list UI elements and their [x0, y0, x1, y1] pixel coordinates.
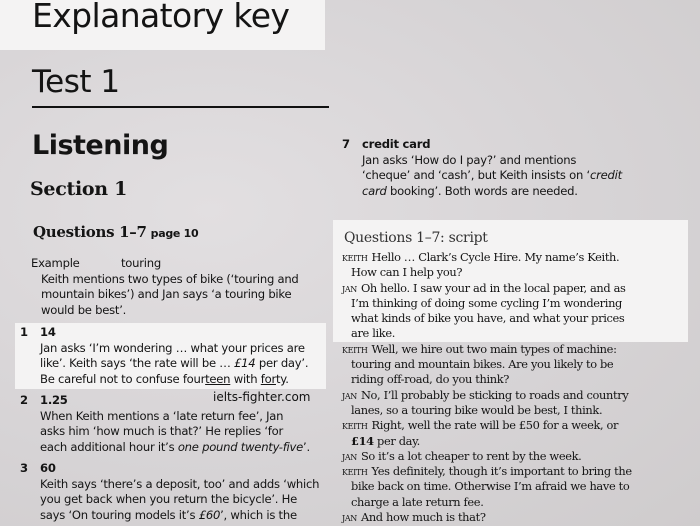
speaker-label: jan [342, 281, 357, 295]
example-header [31, 256, 321, 272]
script-transcript [342, 250, 642, 525]
test-title: Test 1 [32, 64, 120, 100]
page-title: Explanatory key [32, 0, 290, 35]
questions-heading [33, 223, 198, 241]
answer-key: 60 [40, 461, 56, 475]
speaker-label: jan [342, 388, 357, 402]
section-heading: Section 1 [30, 178, 127, 200]
example-explanation: Keith mentions two types of bike (‘touring and mountain bikes’) and Jan says ‘a touring bike would be best’. [41, 271, 299, 317]
answer-explanation: Keith says ‘there’s a deposit, too’ and adds ‘which you get back when you return the bicycle’. He says ‘On touring models it’s £60’, which is the [40, 476, 320, 522]
title-divider [32, 106, 329, 108]
script-title: Questions 1–7: script [344, 230, 488, 246]
script-line: jan Oh hello. I saw your ad in the local paper, and as I’m thinking of doing some cycling I’m wondering what kinds of bike you have, and what your prices are like. [342, 280, 626, 341]
answer-explanation: When Keith mentions a ‘late return fee’, Jan asks him ‘how much is that?’ He replies ‘for each additional hour it’s one pound twenty-five’. [40, 408, 310, 454]
question-number: 3 [20, 461, 28, 475]
example-label: Example [31, 256, 80, 270]
answer-key: 1.25 [40, 393, 68, 407]
script-line: keith Right, well the rate will be £50 for a week, or £14 per day. [342, 418, 619, 448]
answer-key: 14 [40, 325, 56, 339]
speaker-label: keith [342, 251, 368, 264]
speaker-label: keith [342, 342, 368, 356]
script-line: keith Well, we hire out two main types of machine: touring and mountain bikes. Are you likely to be riding off-road, do you think? [342, 341, 617, 387]
question-number: 1 [20, 325, 28, 339]
script-line: jan No, I’ll probably be sticking to roads and country lanes, so a touring bike would be best, I think. [342, 387, 629, 417]
answer-7 [342, 137, 642, 199]
script-line: keith Hello … Clark’s Cycle Hire. My name’s Keith. How can I help you? [342, 250, 620, 280]
script-line: jan And how much is that? [342, 510, 486, 525]
example-answer [31, 256, 321, 318]
speaker-label: keith [342, 419, 368, 433]
script-line: jan So it’s a lot cheaper to rent by the week. [342, 448, 582, 463]
answer-1 [20, 325, 320, 387]
part-heading: Listening [32, 130, 169, 161]
speaker-label: keith [342, 465, 368, 479]
question-number: 7 [342, 137, 350, 151]
questions-range: Questions 1–7 [33, 223, 147, 241]
answer-3 [20, 461, 320, 523]
answer-explanation: Jan asks ‘How do I pay?’ and mentions ‘cheque’ and ‘cash’, but Keith insists on ‘credit card booking’. Both words are needed. [362, 152, 622, 198]
question-number: 2 [20, 393, 28, 407]
page-reference: page 10 [150, 227, 199, 240]
answer-explanation: Jan asks ‘I’m wondering … what your prices are like’. Keith says ‘the rate will be … £14 per day’. Be careful not to confuse fourteen with forty. [40, 340, 309, 386]
example-key: touring [121, 256, 161, 270]
answer-key: credit card [362, 137, 431, 151]
speaker-label: jan [342, 449, 357, 463]
speaker-label: jan [342, 511, 357, 525]
script-line: keith Yes definitely, though it’s important to bring the bike back on time. Otherwise I’m afraid we have to charge a late return fee. [342, 464, 632, 509]
watermark: ielts-fighter.com [213, 390, 311, 404]
